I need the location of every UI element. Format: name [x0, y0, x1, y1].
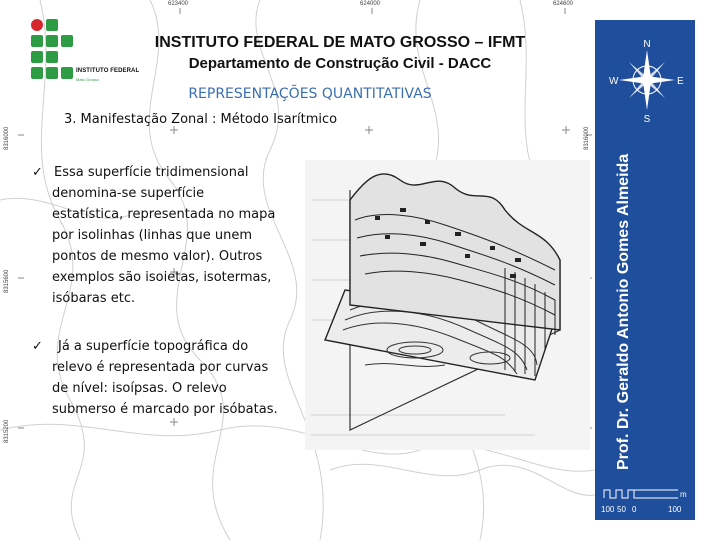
- map-y-label: 8316000: [4, 126, 10, 150]
- map-x-label: 624000: [360, 1, 381, 7]
- bullet-line: pontos de mesmo valor). Outros: [52, 249, 263, 264]
- compass-north-label: N: [643, 39, 651, 50]
- institution-title: INSTITUTO FEDERAL DE MATO GROSSO – IFMT: [154, 34, 526, 51]
- bullet-line: Já a superfície topográfica do: [58, 339, 249, 354]
- map-y-label: 8316000: [584, 126, 590, 150]
- bullet-line: isóbaras etc.: [52, 291, 136, 306]
- scale-unit: m: [680, 490, 687, 499]
- scale-label: 0: [632, 505, 637, 514]
- compass-west-label: W: [609, 76, 619, 87]
- section-title: 3. Manifestação Zonal : Método Isarítmico: [64, 112, 338, 127]
- bullet-line: denomina-se superfície: [52, 186, 205, 201]
- bullet-line: estatística, representada no mapa: [52, 207, 276, 222]
- map-x-label: 623400: [168, 1, 189, 7]
- author-name: Prof. Dr. Geraldo Antonio Gomes Almeida: [615, 153, 632, 470]
- logo-name: INSTITUTO FEDERAL: [76, 68, 140, 74]
- logo-subtitle: Mato Grosso: [76, 77, 99, 82]
- scale-label: 100: [601, 505, 615, 514]
- bullet-line: Essa superfície tridimensional: [54, 165, 249, 180]
- map-y-label: 8315200: [4, 419, 10, 443]
- compass-east-label: E: [677, 76, 684, 87]
- check-icon: ✓: [32, 339, 43, 354]
- ifmt-logo-icon: [30, 18, 80, 84]
- statistical-surface-figure: [305, 160, 590, 450]
- bullet-line: submerso é marcado por isóbatas.: [52, 402, 278, 417]
- bullet-statistical-surface: [32, 162, 276, 309]
- topic-title: REPRESENTAÇÕES QUANTITATIVAS: [188, 86, 432, 102]
- scale-label: 100: [668, 505, 682, 514]
- department-title: Departamento de Construção Civil - DACC: [188, 55, 492, 72]
- bullet-topographic-surface: [32, 336, 278, 420]
- scale-bar-icon: [600, 486, 690, 518]
- bullet-line: exemplos são isoietas, isotermas,: [52, 270, 272, 285]
- scale-label: 50: [617, 505, 626, 514]
- check-icon: ✓: [32, 165, 43, 180]
- bullet-line: por isolinhas (linhas que unem: [52, 228, 253, 243]
- map-x-label: 624600: [553, 1, 574, 7]
- map-y-label: 8315600: [4, 269, 10, 293]
- bullet-line: de nível: isoípsas. O relevo: [52, 381, 227, 396]
- compass-south-label: S: [643, 114, 651, 123]
- bullet-line: relevo é representada por curvas: [52, 360, 269, 375]
